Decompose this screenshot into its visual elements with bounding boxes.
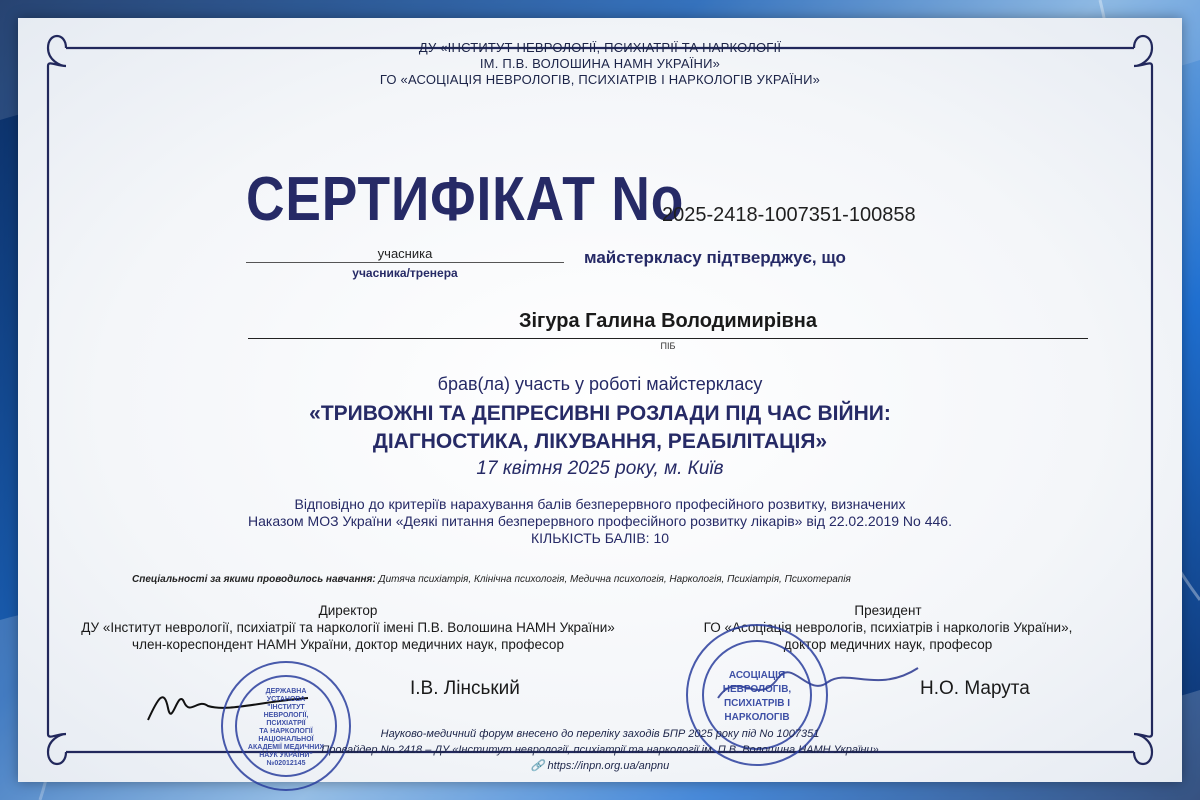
specialties-value: Дитяча психіатрія, Клінічна психологія, Медична психологія, Наркологія, Психіатрія, Психотерапія — [378, 574, 851, 585]
director-titles: член-кореспондент НАМН України, доктор медичних наук, професор — [132, 637, 564, 652]
masterclass-title-line-1: «ТРИВОЖНІ ТА ДЕПРЕСИВНІ РОЗЛАДИ ПІД ЧАС ВІЙНИ: — [309, 402, 891, 425]
certificate-title: СЕРТИФІКАТ No — [246, 165, 685, 234]
footer-link[interactable]: https://inpn.org.ua/anpnu — [547, 760, 670, 772]
svg-text:УСТАНОВА: УСТАНОВА — [266, 696, 306, 703]
participated-text: брав(ла) участь у роботі майстеркласу — [437, 374, 763, 394]
organizer-line-2: ІМ. П.В. ВОЛОШИНА НАМН УКРАЇНИ» — [479, 56, 721, 71]
specialties-label: Спеціальності за якими проводилось навчання: — [132, 574, 376, 585]
footer-link-row — [18, 758, 1182, 774]
organizers-header — [18, 40, 1182, 88]
points-count: КІЛЬКІСТЬ БАЛІВ: 10 — [530, 530, 670, 546]
name-underline — [248, 338, 1088, 339]
role-hint: учасника/тренера — [352, 266, 458, 280]
svg-text:НАРКОЛОГІВ: НАРКОЛОГІВ — [724, 712, 790, 723]
svg-text:НЕВРОЛОГІВ,: НЕВРОЛОГІВ, — [722, 684, 792, 695]
footer-line-2: Провайдер No 2418 – ДУ «Інститут неврології, психіатрії та наркології ім. П.В. Волошина НАМН України» — [321, 744, 879, 756]
certificate-number: 2025-2418-1007351-100858 — [662, 204, 916, 226]
svg-text:ДЕРЖАВНА: ДЕРЖАВНА — [265, 688, 307, 695]
svg-text:ПСИХІАТРІВ І: ПСИХІАТРІВ І — [723, 698, 791, 709]
organizer-line-3: ГО «АСОЦІАЦІЯ НЕВРОЛОГІВ, ПСИХІАТРІВ І НАРКОЛОГІВ УКРАЇНИ» — [379, 72, 821, 87]
certificate-sheet — [18, 18, 1182, 782]
criteria-line-1: Відповідно до критеріїв нарахування балів безперервного професійного розвитку, визначених — [294, 496, 906, 512]
masterclass-date: 17 квітня 2025 року, м. Київ — [476, 458, 724, 479]
svg-text:АСОЦІАЦІЯ: АСОЦІАЦІЯ — [728, 670, 786, 681]
footer-line-1: Науково-медичний форум внесено до переліку заходів БПР 2025 року під No 1007351 — [380, 728, 820, 740]
svg-text:ТА НАРКОЛОГІЇ: ТА НАРКОЛОГІЇ — [259, 728, 313, 735]
svg-text:НЕВРОЛОГІЇ,: НЕВРОЛОГІЇ, — [263, 712, 309, 719]
specialties — [132, 574, 851, 585]
president-org: ГО «Асоціація неврологів, психіатрів і наркологів України», — [703, 620, 1073, 635]
svg-text:НАЦІОНАЛЬНОЇ: НАЦІОНАЛЬНОЇ — [258, 736, 314, 743]
role-value: учасника — [377, 246, 433, 261]
confirm-text: майстеркласу підтверджує, що — [584, 248, 846, 267]
svg-text:НАУК УКРАЇНИ": НАУК УКРАЇНИ" — [259, 752, 313, 759]
president-titles: доктор медичних наук, професор — [783, 637, 993, 652]
name-hint: ПІБ — [660, 341, 676, 351]
masterclass-title — [18, 400, 1182, 456]
footer — [18, 726, 1182, 774]
svg-text:№02012145: №02012145 — [266, 760, 306, 767]
link-icon: 🔗 — [530, 760, 545, 772]
director-name: І.В. Лінський — [410, 678, 520, 699]
director-position: Директор — [318, 603, 378, 618]
svg-text:"ІНСТИТУТ: "ІНСТИТУТ — [267, 704, 305, 711]
masterclass-title-line-2: ДІАГНОСТИКА, ЛІКУВАННЯ, РЕАБІЛІТАЦІЯ» — [372, 430, 828, 453]
director-org: ДУ «Інститут неврології, психіатрії та наркології імені П.В. Волошина НАМН України» — [81, 620, 615, 635]
participant-name: Зігура Галина Володимирівна — [518, 310, 818, 332]
svg-text:ПСИХІАТРІЇ: ПСИХІАТРІЇ — [266, 720, 306, 727]
organizer-line-1: ДУ «ІНСТИТУТ НЕВРОЛОГІЇ, ПСИХІАТРІЇ ТА НАРКОЛОГІЇ — [418, 40, 782, 55]
role-underline — [246, 262, 564, 263]
criteria-text — [18, 496, 1182, 547]
criteria-line-2: Наказом МОЗ України «Деякі питання безперервного професійного розвитку лікарів» від 22.02.2019 No 446. — [248, 513, 952, 529]
president-name: Н.О. Марута — [920, 678, 1030, 699]
svg-text:АКАДЕМІЇ МЕДИЧНИХ: АКАДЕМІЇ МЕДИЧНИХ — [247, 744, 325, 751]
director-block — [58, 602, 638, 653]
president-position: Президент — [854, 603, 922, 618]
